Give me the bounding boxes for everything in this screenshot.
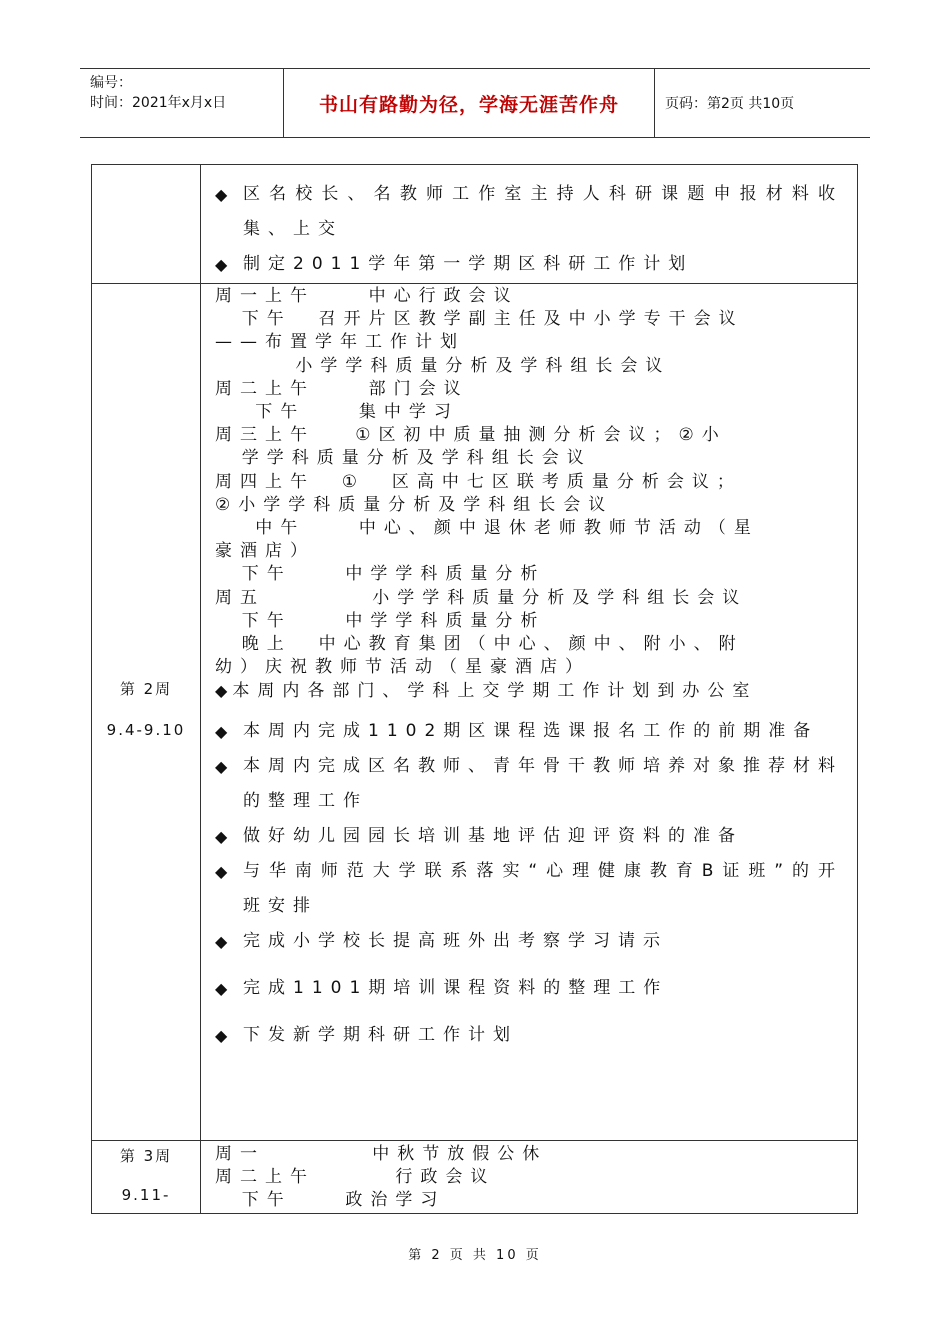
diamond-bullet-icon: ◆ [215,1025,228,1045]
schedule-line: 下午 召开片区教学副主任及中小学专干会议 [215,309,744,330]
page-footer: 第 2 页 共 10 页 [408,1248,542,1263]
page-label: 页码：第2页 共10页 [665,96,795,112]
diamond-bullet-icon: ◆ [215,756,228,776]
schedule-line: ——布置学年工作计划 [215,332,465,353]
daily-schedule [215,1143,843,1213]
schedule-line: 周三上午 ①区初中质量抽测分析会议；②小 [215,425,727,446]
diamond-bullet-icon: ◆ [215,861,228,881]
diamond-bullet-icon: ◆ [215,255,228,274]
bullet-item: ◆ 制定2011学年第一学期区科研工作计划 [215,247,843,282]
bullet-item: ◆ 下发新学期科研工作计划 [215,1018,843,1053]
task-bullets [215,714,843,1053]
schedule-line: 豪酒店） [215,541,315,562]
week-cell [92,165,201,284]
bullet-item: ◆ 完成1101期培训课程资料的整理工作 [215,971,843,1006]
diamond-bullet-icon: ◆ [215,681,233,701]
content-cell [201,1141,858,1214]
schedule-line: 下午 中学学科质量分析 [215,610,546,631]
schedule-line: 中午 中心、颜中退休老师教师节活动（星 [215,518,759,539]
schedule-table [91,164,858,1214]
week-label: 第 2周 [119,680,173,698]
bullet-item: ◆ 本周内完成1102期区课程选课报名工作的前期准备 [215,714,843,749]
schedule-line: 下午 集中学习 [215,402,459,423]
bullet-item: ◆ 与华南师范大学联系落实“心理健康教育B证班”的开班安排 [215,854,843,924]
schedule-line: 幼）庆祝教师节活动（星豪酒店） [215,657,590,678]
schedule-line: 学学科质量分析及学科组长会议 [215,448,592,469]
table-row [92,165,858,284]
week-cell [92,284,201,1141]
schedule-line: 周一 中秋节放假公休 [215,1144,548,1164]
diamond-bullet-icon: ◆ [215,721,228,741]
schedule-line: ②小学学科质量分析及学科组长会议 [215,494,614,515]
number-label: 编号： [90,75,132,91]
week-cell [92,1141,201,1214]
page-header [80,68,870,138]
content-cell [201,284,858,1141]
schedule-line: 小学学科质量分析及学科组长会议 [215,355,671,376]
table-row [92,284,858,1141]
bullet-item: ◆ 本周内各部门、学科上交学期工作计划到办公室 [215,681,758,702]
daily-schedule [215,285,843,679]
diamond-bullet-icon: ◆ [215,826,228,846]
bullet-item: ◆ 本周内完成区名教师、青年骨干教师培养对象推荐材料的整理工作 [215,749,843,819]
motto: 书山有路勤为径，学海无涯苦作舟 [284,69,655,137]
schedule-line: 周二上午 部门会议 [215,378,469,399]
week-label: 第 3周 [119,1147,173,1165]
header-meta [80,69,284,137]
schedule-line: 周五 小学学科质量分析及学科组长会议 [215,587,748,608]
schedule-line: 下午 政治学习 [215,1190,446,1211]
table-row [92,1141,858,1214]
schedule-line: 周二上午 行政会议 [215,1167,496,1188]
bullet-item: ◆ 区名校长、名教师工作室主持人科研课题申报材料收集、上交 [215,177,843,247]
diamond-bullet-icon: ◆ [215,185,228,204]
date-label: 时间：2021年x月x日 [90,95,227,111]
schedule-line: 周四上午 ① 区高中七区联考质量分析会议； [215,471,742,492]
bullet-item: ◆ 做好幼儿园园长培训基地评估迎评资料的准备 [215,819,843,854]
week-dates: 9.11- [121,1186,171,1204]
week-dates: 9.4-9.10 [106,721,186,739]
schedule-line: 晚上 中心教育集团（中心、颜中、附小、附 [215,634,744,655]
schedule-line: 下午 中学学科质量分析 [215,564,546,585]
diamond-bullet-icon: ◆ [215,931,228,951]
bullet-item: ◆ 完成小学校长提高班外出考察学习请示 [215,924,843,959]
schedule-line: 周一上午 中心行政会议 [215,286,519,306]
content-cell [201,165,858,284]
diamond-bullet-icon: ◆ [215,978,228,998]
